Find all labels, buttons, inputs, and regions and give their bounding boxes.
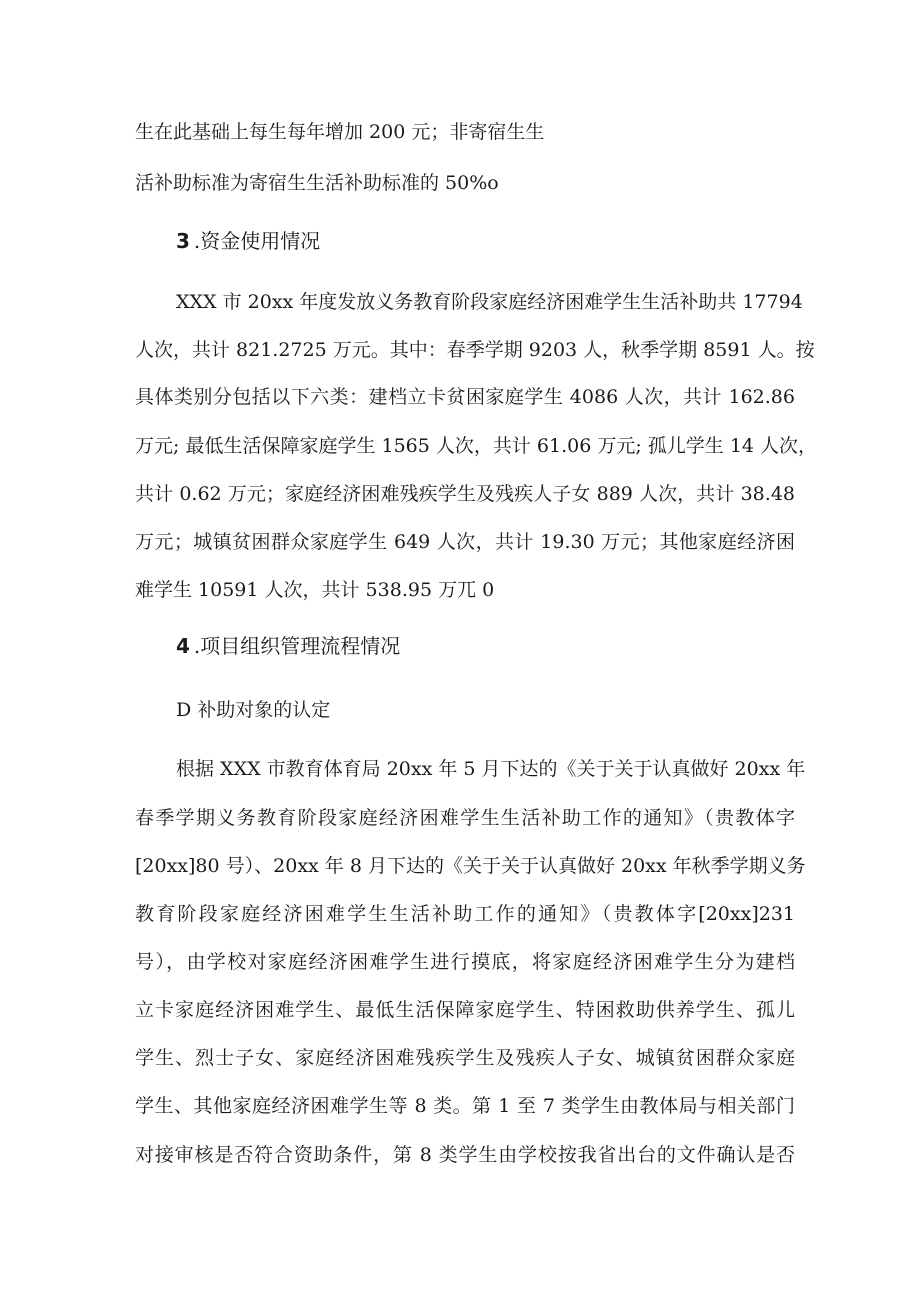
subsection-title: D 补助对象的认定	[176, 699, 331, 721]
section-3-number: 3	[176, 229, 190, 253]
funds-line-7: 难学生 10591 人次，共计 538.95 万兀 0	[135, 579, 495, 601]
basis-line-9: 对接审核是否符合资助条件，第 8 类学生由学校按我省出台的文件确认是否	[135, 1144, 795, 1166]
funds-line-5: 共计 0.62 万元；家庭经济困难残疾学生及残疾人子女 889 人次，共计 38.48	[135, 483, 795, 505]
funds-line-1: XXX 市 20xx 年度发放义务教育阶段家庭经济困难学生生活补助共 17794	[176, 291, 803, 313]
funds-line-3: 具体类别分包括以下六类：建档立卡贫困家庭学生 4086 人次，共计 162.86	[135, 386, 795, 408]
basis-line-2: 春季学期义务教育阶段家庭经济困难学生生活补助工作的通知》（贵教体字	[135, 807, 795, 829]
basis-line-3: [20xx]80 号）、20xx 年 8 月下达的《关于关于认真做好 20xx 年秋季学期义务	[135, 855, 806, 877]
basis-line-1: 根据 XXX 市教育体育局 20xx 年 5 月下达的《关于关于认真做好 20xx 年	[176, 758, 806, 780]
funds-line-2: 人次，共计 821.2725 万元。其中：春季学期 9203 人，秋季学期 8591 人。按	[135, 339, 815, 361]
section-3-title: .资金使用情况	[193, 229, 321, 253]
basis-line-5: 号），由学校对家庭经济困难学生进行摸底，将家庭经济困难学生分为建档	[135, 951, 795, 973]
section-4-number: 4	[176, 634, 190, 658]
funds-line-6: 万元；城镇贫困群众家庭学生 649 人次，共计 19.30 万元；其他家庭经济困	[135, 531, 795, 553]
section-4-heading	[176, 634, 400, 658]
basis-line-4: 教育阶段家庭经济困难学生生活补助工作的通知》（贵教体字[20xx]231	[135, 903, 795, 925]
section-4-title: .项目组织管理流程情况	[193, 634, 401, 658]
basis-line-6: 立卡家庭经济困难学生、最低生活保障家庭学生、特困救助供养学生、孤儿	[135, 999, 795, 1021]
intro-line-2: 活补助标准为寄宿生生活补助标准的 50%o	[135, 172, 499, 194]
basis-line-8: 学生、其他家庭经济困难学生等 8 类。第 1 至 7 类学生由教体局与相关部门	[135, 1095, 795, 1117]
basis-line-7: 学生、烈士子女、家庭经济困难残疾学生及残疾人子女、城镇贫困群众家庭	[135, 1047, 795, 1069]
funds-line-4: 万元; 最低生活保障家庭学生 1565 人次，共计 61.06 万元; 孤儿学生 14 人次，	[135, 435, 818, 457]
section-3-heading	[176, 229, 320, 253]
intro-line-1: 生在此基础上每生每年增加 200 元；非寄宿生生	[135, 121, 545, 143]
